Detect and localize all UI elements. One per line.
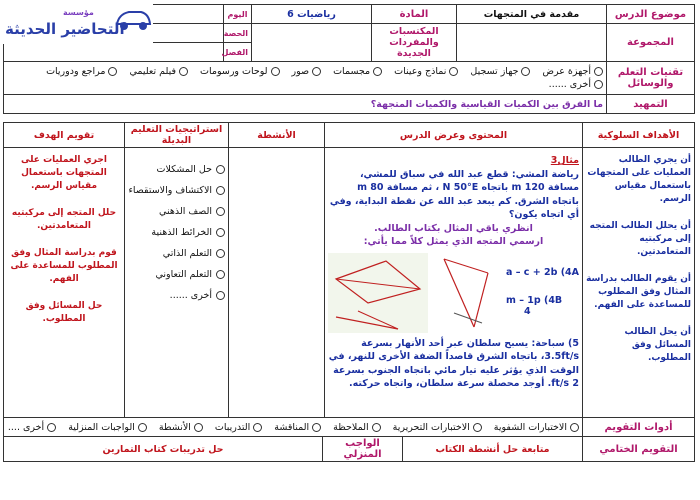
radio-circle-icon[interactable] (594, 80, 603, 89)
assessment-tool-option-label: المناقشة (274, 421, 310, 433)
expr-2-frac: 4 (524, 306, 531, 318)
radio-circle-icon[interactable] (108, 67, 117, 76)
lesson-plan-sheet (3, 4, 695, 496)
col-objectives: الأهداف السلوكية (583, 123, 695, 148)
radio-circle-icon[interactable] (194, 423, 203, 432)
subject-value: رياضيات 6 (252, 5, 372, 24)
vocab-label: المكتسبات والمفردات الجديدة (372, 24, 457, 62)
final-value: متابعة حل أنشطة الكتاب (403, 437, 583, 462)
tech-option[interactable] (394, 66, 458, 77)
assessment-2: حلل المتجه إلى مركبتيه المتعامدتين. (11, 208, 117, 231)
radio-circle-icon[interactable] (216, 165, 225, 174)
day-label: اليوم (224, 5, 252, 24)
assessment-tool-option-label: أخرى .... (7, 421, 45, 433)
tech-label: تقنيات التعلم والوسائل (607, 62, 695, 95)
vector-figure-2 (434, 253, 496, 333)
strategy-label: أخرى ...... (169, 290, 212, 301)
radio-circle-icon[interactable] (216, 207, 225, 216)
activities-cell[interactable] (229, 148, 325, 418)
col-content: المحتوى وعرض الدرس (325, 123, 583, 148)
radio-circle-icon[interactable] (47, 423, 56, 432)
tech-option[interactable] (46, 66, 117, 77)
tech-option[interactable] (200, 66, 280, 77)
warmup-label: التمهيد (607, 95, 695, 114)
objective-2: أن يحلل الطالب المتجه إلى مركبتيه المتعامدتين. (589, 221, 691, 257)
radio-circle-icon[interactable] (253, 423, 262, 432)
assessment-tool-option[interactable] (8, 422, 56, 433)
expr-1: a – c + 2b (4A (506, 267, 580, 279)
tech-option-label: أجهزة عرض (542, 66, 591, 77)
tech-option-label: صور (291, 66, 310, 77)
content-cell (325, 148, 583, 418)
lesson-topic-label: موضوع الدرس (607, 5, 695, 24)
homework-label: الواجب المنزلي (323, 437, 403, 462)
homework-value: حل تدريبات كتاب التمارين (4, 437, 323, 462)
tech-option-label: جهاز تسجيل (470, 66, 519, 77)
assessment-tool-option-label: الواجبات المنزلية (68, 421, 135, 433)
assessment-tool-option-label: التدريبات (214, 421, 251, 433)
radio-circle-icon[interactable] (473, 423, 482, 432)
strategy-item[interactable] (128, 164, 225, 175)
radio-circle-icon[interactable] (594, 67, 603, 76)
strategy-item[interactable] (128, 248, 225, 259)
strategy-label: الصف الذهني (159, 206, 212, 217)
final-table (3, 436, 695, 462)
final-label: التقويم الختامي (583, 437, 695, 462)
radio-circle-icon[interactable] (216, 228, 225, 237)
tech-option[interactable] (129, 66, 188, 77)
radio-circle-icon[interactable] (570, 423, 579, 432)
subject-label: المادة (372, 5, 457, 24)
radio-circle-icon[interactable] (216, 270, 225, 279)
objective-4: أن يحل الطالب المسائل وفق المطلوب. (624, 327, 691, 363)
strategy-label: التعلم التعاوني (155, 269, 212, 280)
assessment-tool-option-label: الاختبارات التحريرية (392, 421, 470, 433)
tech-option-label: مجسمات (333, 66, 371, 77)
radio-circle-icon[interactable] (138, 423, 147, 432)
tech-option[interactable] (549, 79, 603, 90)
assessment-tool-option-label: الاختبارات الشفوية (493, 421, 567, 433)
assessment-3: قوم بدراسة المثال وفق المطلوب للمساعدة على الفهم. (10, 248, 118, 284)
radio-circle-icon[interactable] (449, 67, 458, 76)
tech-table (3, 61, 695, 114)
objective-1: أن يجري الطالب العمليات على المتجهات باستعمال مقياس الرسم. (587, 155, 691, 204)
radio-circle-icon[interactable] (216, 186, 225, 195)
radio-circle-icon[interactable] (312, 423, 321, 432)
col-assessment: تقويم الهدف (4, 123, 125, 148)
col-activities: الأنشطة (229, 123, 325, 148)
radio-circle-icon[interactable] (312, 67, 321, 76)
tech-options (7, 66, 603, 90)
strategy-label: حل المشكلات (156, 164, 212, 175)
assessment-tool-option[interactable] (159, 422, 203, 433)
tech-option-label: لوحات ورسومات (200, 66, 268, 77)
tech-option-label: مراجع ودوريات (46, 66, 106, 77)
strategy-item[interactable] (128, 206, 225, 217)
logo-subtext: مؤسسة (63, 8, 94, 17)
class-value[interactable] (4, 43, 224, 62)
strategy-label: التعلم الذاتي (162, 248, 212, 259)
radio-circle-icon[interactable] (373, 67, 382, 76)
strategies-list (128, 164, 225, 301)
objective-3: أن يقوم الطالب بدراسة المثال وفق المطلوب للمساعدة على الفهم. (586, 274, 691, 310)
assessment-tool-option[interactable] (494, 422, 579, 433)
strategy-item[interactable] (128, 269, 225, 280)
assessment-tools-label: أدوات التقويم (583, 418, 695, 437)
assessment-tool-option-label: الأنشطة (158, 421, 191, 433)
assessment-4: حل المسائل وفق المطلوب. (25, 301, 103, 324)
assessment-1: اجري العمليات على المتجهات باستعمال مقياس الرسم. (21, 155, 107, 191)
objectives-cell (583, 148, 695, 418)
tech-option[interactable] (470, 66, 530, 77)
strategy-item[interactable] (128, 290, 225, 301)
radio-circle-icon[interactable] (216, 291, 225, 300)
group-label: المجموعة (607, 24, 695, 62)
tech-option-label: فيلم تعليمي (129, 66, 177, 77)
tech-option[interactable] (292, 66, 322, 77)
logo-text: التحاضير الحديثة (5, 20, 125, 38)
assessment-tool-option[interactable] (393, 422, 482, 433)
radio-circle-icon[interactable] (216, 249, 225, 258)
assessment-tools-options (7, 422, 579, 433)
example-label: مثال3 (550, 155, 579, 166)
instruction-1: انظري باقي المثال بكتاب الطالب. (374, 222, 533, 234)
assessment-cell (4, 148, 125, 418)
warmup-question: ما الفرق بين الكميات القياسية والكميات المتجهة؟ (4, 95, 607, 114)
radio-circle-icon[interactable] (372, 423, 381, 432)
brand-logo (3, 4, 153, 44)
group-value[interactable] (457, 24, 607, 62)
example-text: رياضة المشي: قطع عبد الله في سباق للمشي، مسافة 120 m باتجاه N 50°E ، ثم مسافة 80 m باتجاه الشرق. كم يبعد عبد الله عن نقطة البداية، وفي أي اتجاه يكون؟ (329, 168, 579, 220)
strategy-label: الخرائط الذهنية (151, 227, 212, 238)
period-label: الحصة (224, 24, 252, 43)
instruction-2: ارسمي المتجه الذي يمثل كلاً مما يأتي: (363, 236, 544, 247)
strategy-label: الاكتشاف والاستقصاء (128, 185, 212, 196)
tech-option-label: نماذج وعينات (394, 66, 447, 77)
vector-figure-1 (328, 253, 428, 333)
vocab-value[interactable] (252, 24, 372, 62)
lesson-topic: مقدمة في المتجهات (457, 5, 607, 24)
strategies-cell (125, 148, 229, 418)
expr-2: m – 1p (4B (506, 294, 563, 306)
tech-option[interactable] (542, 66, 603, 77)
vector-figures (328, 253, 579, 333)
tech-option[interactable] (333, 66, 382, 77)
tech-option-label: أخرى ...... (548, 79, 591, 90)
assessment-tool-option[interactable] (68, 422, 147, 433)
main-table (3, 122, 695, 418)
strategy-item[interactable] (128, 227, 225, 238)
assessment-tool-option[interactable] (333, 422, 380, 433)
assessment-tools-table (3, 417, 695, 437)
expressions (502, 266, 579, 319)
radio-circle-icon[interactable] (521, 67, 530, 76)
radio-circle-icon[interactable] (179, 67, 188, 76)
radio-circle-icon[interactable] (271, 67, 280, 76)
class-label: الفصل (224, 43, 252, 62)
assessment-tool-option[interactable] (215, 422, 262, 433)
assessment-tool-option[interactable] (274, 422, 321, 433)
problem-text: 5) سباحة: يسبح سلطان عبر أحد الأنهار بسرعة 3.5ft/s، باتجاه الشرق قاصداً الضفة الأخرى للنهر، في الوقت الذي يؤثر عليه تيار مائي باتجاه الجنوب بسرعة 2 ft/s. أوجد محصلة سرعة سلطان، واتجاه حركته. (328, 337, 579, 389)
strategy-item[interactable] (128, 185, 225, 196)
col-strategies: استراتيجيات التعليم البديلة (125, 123, 229, 148)
assessment-tool-option-label: الملاحظة (333, 421, 369, 433)
